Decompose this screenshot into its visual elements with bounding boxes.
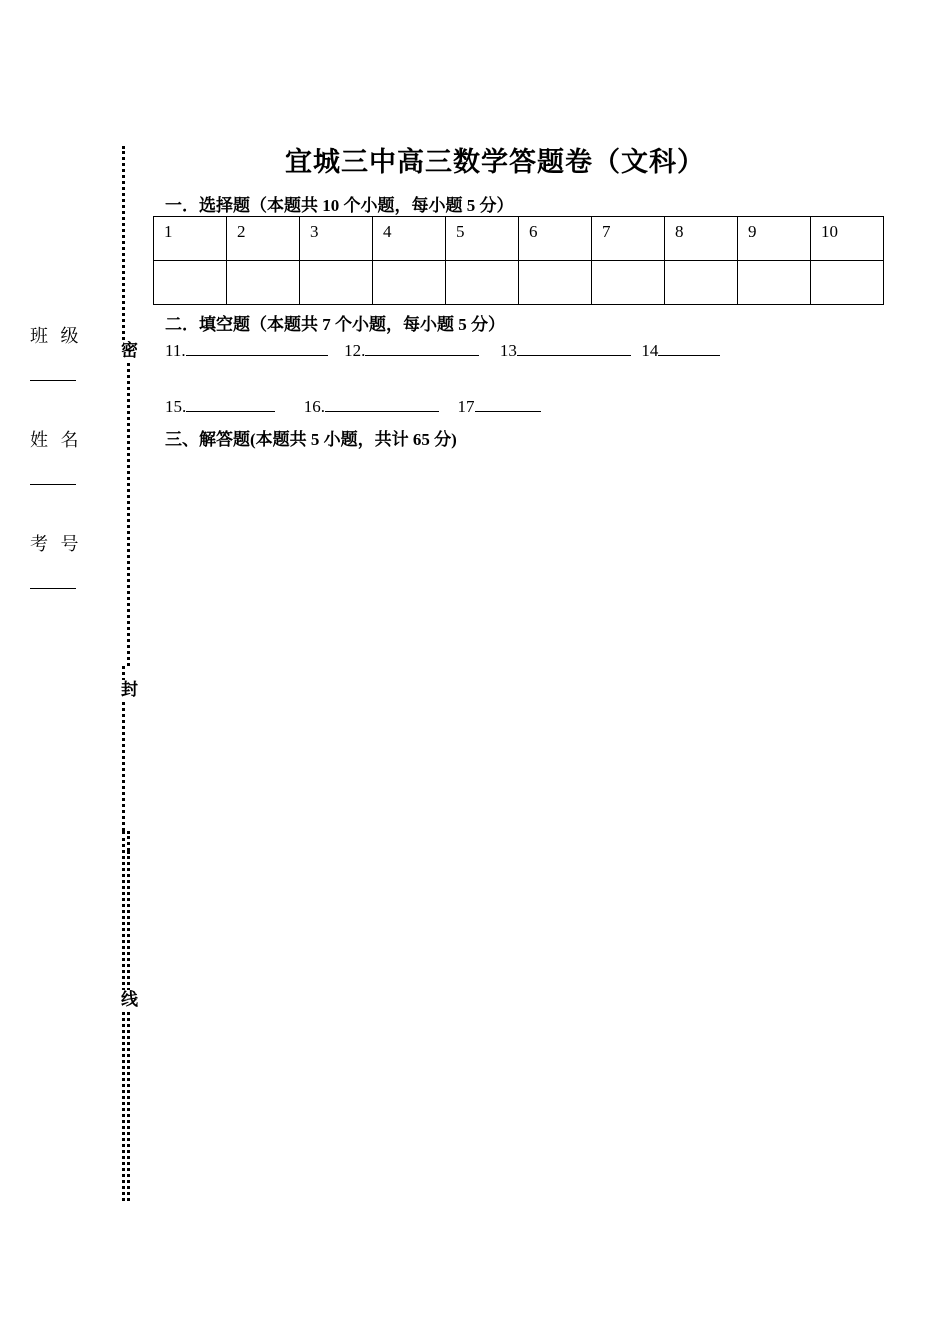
- column-number: 8: [665, 217, 738, 261]
- answer-cell[interactable]: [665, 261, 738, 305]
- q12-blank[interactable]: [365, 340, 479, 356]
- q14-label: 14: [641, 341, 659, 360]
- seal-char-feng: 封: [121, 680, 138, 699]
- q17-label: 17: [457, 397, 475, 416]
- number-field[interactable]: [30, 588, 76, 589]
- answer-cell[interactable]: [227, 261, 300, 305]
- class-label: 班 级: [30, 326, 83, 346]
- blank-row-1: [165, 340, 720, 361]
- q13-label: 13: [499, 341, 517, 360]
- seal-char-mi: 密: [121, 341, 138, 360]
- q13-blank[interactable]: [517, 340, 631, 356]
- table-row: [154, 261, 884, 305]
- column-number: 3: [300, 217, 373, 261]
- q15-blank[interactable]: [186, 396, 275, 412]
- q11-blank[interactable]: [186, 340, 328, 356]
- name-field[interactable]: [30, 484, 76, 485]
- q14-blank[interactable]: [658, 340, 720, 356]
- seal-line-segment: [122, 831, 125, 1201]
- name-label: 姓 名: [30, 430, 83, 450]
- seal-char-xian: 线: [121, 990, 138, 1009]
- section3-heading: 三、解答题(本题共 5 小题，共计 65 分): [165, 430, 457, 449]
- answer-area[interactable]: [165, 460, 785, 1200]
- answer-cell[interactable]: [300, 261, 373, 305]
- seal-line-segment: [127, 851, 130, 1201]
- q16-label: 16.: [303, 397, 325, 416]
- answer-cell[interactable]: [519, 261, 592, 305]
- page-title: 宜城三中高三数学答题卷（文科）: [285, 147, 705, 177]
- number-label: 考 号: [30, 534, 83, 554]
- section2-heading: 二．填空题（本题共 7 个小题，每小题 5 分）: [165, 315, 505, 334]
- answer-cell[interactable]: [154, 261, 227, 305]
- column-number: 1: [154, 217, 227, 261]
- q16-blank[interactable]: [325, 396, 439, 412]
- answer-cell[interactable]: [738, 261, 811, 305]
- section1-heading: 一．选择题（本题共 10 个小题，每小题 5 分）: [165, 196, 514, 215]
- seal-line-segment: [127, 831, 130, 851]
- class-field[interactable]: [30, 380, 76, 381]
- q17-blank[interactable]: [475, 396, 541, 412]
- table-row: [154, 217, 884, 261]
- column-number: 10: [811, 217, 884, 261]
- answer-cell[interactable]: [592, 261, 665, 305]
- column-number: 6: [519, 217, 592, 261]
- choice-answer-table: [153, 216, 884, 305]
- seal-line-segment: [127, 346, 130, 666]
- answer-cell[interactable]: [373, 261, 446, 305]
- q15-label: 15.: [165, 397, 187, 416]
- column-number: 7: [592, 217, 665, 261]
- column-number: 9: [738, 217, 811, 261]
- answer-cell[interactable]: [811, 261, 884, 305]
- column-number: 2: [227, 217, 300, 261]
- blank-row-2: [165, 396, 541, 417]
- q11-label: 11.: [165, 341, 186, 360]
- column-number: 4: [373, 217, 446, 261]
- column-number: 5: [446, 217, 519, 261]
- answer-cell[interactable]: [446, 261, 519, 305]
- q12-label: 12.: [344, 341, 366, 360]
